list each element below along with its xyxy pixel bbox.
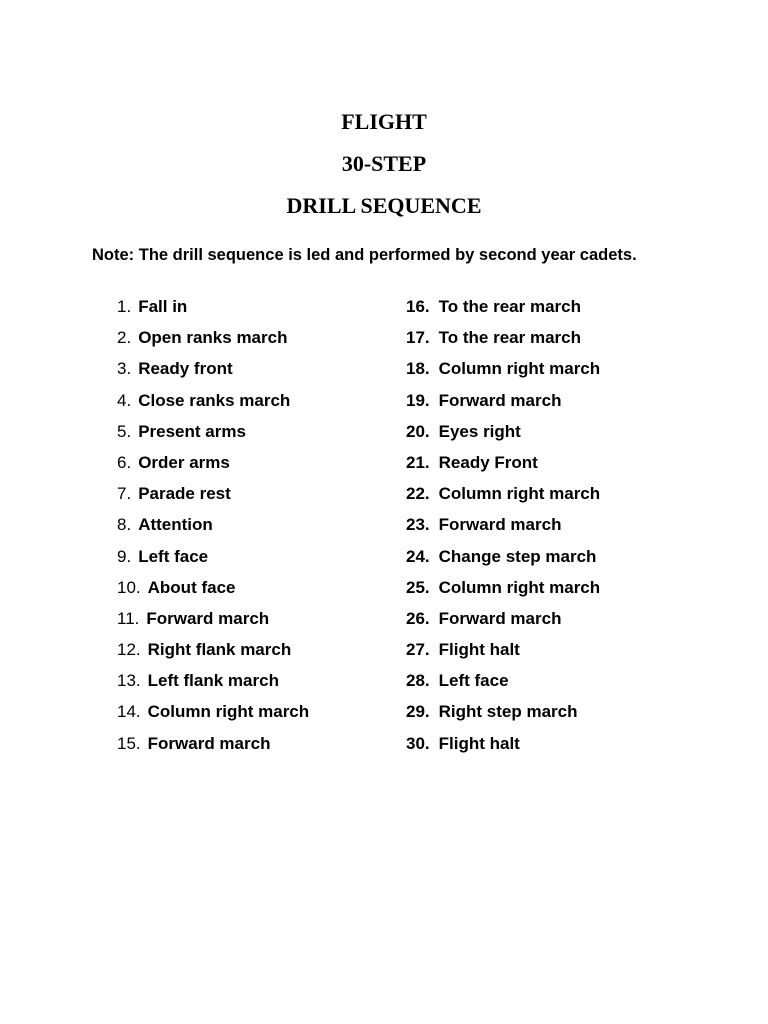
step-number: 6. bbox=[117, 452, 132, 472]
step-item bbox=[406, 700, 706, 731]
step-item bbox=[406, 638, 706, 669]
step-label: Close ranks march bbox=[138, 390, 291, 410]
step-label: Column right march bbox=[438, 484, 601, 504]
step-label: Ready front bbox=[138, 359, 233, 379]
step-item bbox=[117, 451, 387, 482]
step-number: 15. bbox=[117, 733, 141, 753]
steps-column-left bbox=[117, 295, 387, 763]
step-item bbox=[406, 420, 706, 451]
step-item bbox=[406, 607, 706, 638]
step-label: Flight halt bbox=[438, 640, 520, 660]
step-number: 26. bbox=[406, 608, 430, 628]
step-label: Forward march bbox=[147, 733, 271, 753]
step-item bbox=[117, 513, 387, 544]
step-number: 25. bbox=[406, 577, 430, 597]
step-label: Right flank march bbox=[147, 640, 292, 660]
step-number: 12. bbox=[117, 640, 141, 660]
step-number: 24. bbox=[406, 546, 430, 566]
step-number: 3. bbox=[117, 359, 132, 379]
step-item bbox=[117, 326, 387, 357]
step-item bbox=[117, 295, 387, 326]
step-number: 10. bbox=[117, 577, 141, 597]
step-item bbox=[117, 576, 387, 607]
step-label: Ready Front bbox=[438, 452, 538, 472]
title-drill-sequence: DRILL SEQUENCE bbox=[286, 193, 482, 218]
step-label: Open ranks march bbox=[138, 328, 288, 348]
step-item bbox=[117, 732, 387, 763]
step-item bbox=[406, 326, 706, 357]
step-label: Column right march bbox=[438, 577, 601, 597]
step-label: Present arms bbox=[138, 421, 246, 441]
step-number: 1. bbox=[117, 297, 132, 316]
step-label: Forward march bbox=[438, 608, 562, 628]
step-number: 21. bbox=[406, 452, 430, 472]
step-number: 8. bbox=[117, 515, 132, 535]
step-item bbox=[406, 482, 706, 513]
step-item bbox=[406, 576, 706, 607]
step-item bbox=[406, 513, 706, 544]
step-item bbox=[117, 545, 387, 576]
step-item bbox=[117, 669, 387, 700]
step-number: 9. bbox=[117, 546, 132, 566]
step-item bbox=[406, 669, 706, 700]
step-label: Forward march bbox=[438, 390, 562, 410]
step-label: Flight halt bbox=[438, 733, 520, 753]
note-text: Note: The drill sequence is led and performed by second year cadets. bbox=[92, 246, 637, 264]
step-number: 19. bbox=[406, 390, 430, 410]
step-item bbox=[117, 700, 387, 731]
step-label: Order arms bbox=[138, 452, 230, 472]
step-number: 22. bbox=[406, 484, 430, 504]
step-number: 5. bbox=[117, 421, 132, 441]
step-number: 29. bbox=[406, 702, 430, 722]
step-item bbox=[406, 451, 706, 482]
step-item bbox=[406, 389, 706, 420]
step-label: Column right march bbox=[438, 359, 601, 379]
steps-column-right bbox=[406, 295, 706, 763]
step-number: 30. bbox=[406, 733, 430, 753]
step-label: Left face bbox=[138, 546, 209, 566]
step-label: Column right march bbox=[147, 702, 310, 722]
step-number: 11. bbox=[117, 608, 140, 628]
step-label: Parade rest bbox=[138, 484, 231, 504]
step-label: Eyes right bbox=[438, 421, 521, 441]
step-label: About face bbox=[147, 577, 236, 597]
step-item bbox=[117, 357, 387, 388]
step-item bbox=[117, 638, 387, 669]
step-number: 14. bbox=[117, 702, 141, 722]
step-label: Change step march bbox=[438, 546, 597, 566]
step-label: Left face bbox=[438, 671, 509, 691]
title-step-count: 30-STEP bbox=[341, 151, 427, 176]
step-number: 17. bbox=[406, 328, 430, 348]
step-item bbox=[117, 389, 387, 420]
step-number: 7. bbox=[117, 484, 132, 504]
step-item bbox=[406, 295, 706, 326]
step-number: 23. bbox=[406, 515, 430, 535]
step-label: To the rear march bbox=[438, 297, 581, 316]
step-label: Forward march bbox=[438, 515, 562, 535]
step-number: 27. bbox=[406, 640, 430, 660]
step-label: To the rear march bbox=[438, 328, 581, 348]
step-item bbox=[406, 357, 706, 388]
title-flight: FLIGHT bbox=[341, 109, 427, 134]
step-label: Forward march bbox=[146, 608, 270, 628]
step-label: Attention bbox=[138, 515, 213, 535]
step-label: Right step march bbox=[438, 702, 578, 722]
step-number: 16. bbox=[406, 297, 430, 316]
step-label: Left flank march bbox=[147, 671, 279, 691]
step-number: 28. bbox=[406, 671, 430, 691]
step-number: 2. bbox=[117, 328, 132, 348]
step-number: 13. bbox=[117, 671, 141, 691]
step-item bbox=[406, 545, 706, 576]
step-number: 18. bbox=[406, 359, 430, 379]
step-label: Fall in bbox=[138, 297, 188, 316]
step-number: 4. bbox=[117, 390, 132, 410]
step-number: 20. bbox=[406, 421, 430, 441]
step-item bbox=[117, 420, 387, 451]
step-item bbox=[406, 732, 706, 763]
step-item bbox=[117, 482, 387, 513]
step-item bbox=[117, 607, 387, 638]
